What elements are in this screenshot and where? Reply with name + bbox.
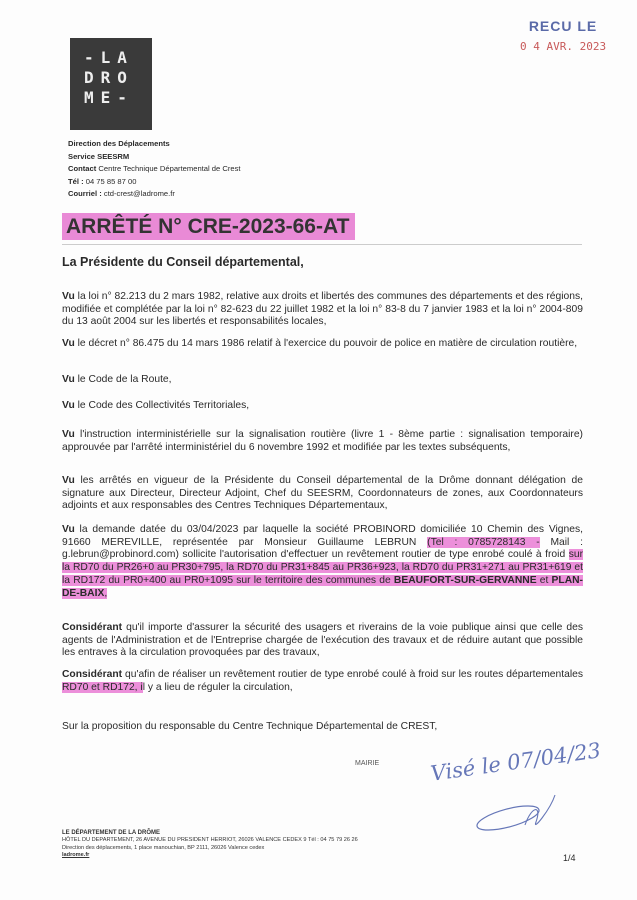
highlighted-text: PLAN-DE-BAIX (62, 574, 583, 599)
paragraph (62, 524, 583, 600)
direction: Direction des Déplacements (68, 139, 170, 148)
paragraph (62, 669, 583, 694)
paragraph-text: qu'afin de réaliser un revêtement routier de type enrobé coulé à froid sur les routes départementales (122, 669, 583, 680)
paragraph-text: Considérant (62, 669, 123, 680)
paragraph-text: l'instruction interministérielle sur la signalisation routière (livre 1 - 8ème partie : signalisation temporaire) approuvée par l'arrêté interministériel du 6 novembre 1992 et modifiée par les textes subséquents, (62, 429, 583, 453)
highlighted-text: (Tel : 0785728143 - (427, 536, 540, 548)
paragraph (62, 400, 583, 413)
title-divider (62, 244, 582, 245)
paragraph (62, 429, 583, 454)
logo-line: -LA (84, 48, 134, 67)
signature (470, 790, 560, 840)
footer-address: HÔTEL DU DEPARTEMENT, 26 AVENUE DU PRESIDENT HERRIOT, 26026 VALENCE CEDEX 9 Tél : 04 75 79 26 26 (62, 837, 358, 844)
mail-label: Courriel : (68, 189, 102, 198)
president-heading: La Présidente du Conseil départemental, (62, 255, 304, 269)
contact-value: Centre Technique Départemental de Crest (98, 164, 241, 173)
paragraph-text: le Code des Collectivités Territoriales, (74, 400, 250, 411)
service: Service SEESRM (68, 151, 130, 161)
page-number: 1/4 (563, 853, 576, 863)
paragraph-text: Considérant (62, 622, 123, 633)
footer-org: LE DÉPARTEMENT DE LA DRÔME (62, 830, 161, 836)
paragraph-text: Vu (62, 374, 75, 385)
tel-value: 04 75 85 87 00 (85, 176, 137, 186)
paragraph-text: Vu (62, 400, 75, 411)
paragraph-text: Vu (62, 475, 75, 486)
sender-header (68, 138, 241, 201)
handwritten-visa: Visé le 07/04/23 (429, 738, 603, 786)
received-stamp (520, 18, 606, 53)
paragraph-text: Vu (62, 338, 75, 349)
highlighted-text: RD70 et RD172, i (62, 681, 143, 693)
footer (62, 830, 358, 860)
paragraph (62, 622, 583, 660)
stamp-date: 0 4 AVR. 2023 (520, 40, 607, 53)
mail-value: ctd-crest@ladrome.fr (103, 189, 175, 198)
footer-site-link[interactable]: ladrome.fr (62, 852, 90, 859)
paragraph-text: les arrêtés en vigueur de la Présidente du Conseil départemental de la Drôme donnant délégation de signature aux Directeur, Directeur Adjoint, Chef du SEESRM, Coordonnateurs de zones, aux Coordonnateurs adjoints et aux responsables des Centres Techniques Départementaux, (62, 475, 583, 512)
decree-title: ARRÊTÉ N° CRE-2023-66-AT (62, 213, 355, 240)
la-drome-logo (70, 38, 152, 130)
paragraph-text: Mail : g.lebrun@probinord.com) sollicite l'autorisation d'effectuer un revêtement routier de type enrobé coulé à froid (62, 536, 583, 561)
paragraph-text: le Code de la Route, (74, 374, 172, 385)
contact-label: Contact (68, 164, 97, 173)
paragraph-text: Vu (62, 291, 75, 302)
tel-label: Tél : (68, 176, 84, 186)
logo-line: DRO (84, 68, 134, 87)
footer-direction: Direction des déplacements, 1 place manouchian, BP 2111, 26026 Valence cedex (62, 844, 265, 851)
highlighted-text: BEAUFORT-SUR-GERVANNE (393, 574, 537, 586)
paragraph-text: qu'il importe d'assurer la sécurité des usagers et riverains de la voie publique ainsi que celle des agents de l'Administration et de l'Entreprise chargée de l'exécution des travaux et de réduire autant que possible les entraves à la circulation provoquées par des travaux, (62, 622, 583, 659)
paragraph-text: le décret n° 86.475 du 14 mars 1986 relatif à l'exercice du pouvoir de police en matière de circulation routière, (74, 338, 578, 349)
highlighted-text: sur la RD70 du PR26+0 au PR30+795, la RD70 du PR31+845 au PR36+923, la RD70 du PR31+271 au PR31+619 et la RD172 du PR0+400 au PR0+1095 sur le territoire des communes de (62, 549, 583, 586)
paragraph (62, 475, 583, 513)
paragraph (62, 338, 583, 351)
paragraph-text: l y a lieu de réguler la circulation, (142, 681, 293, 693)
highlighted-text: , (104, 587, 108, 599)
paragraph (62, 721, 583, 734)
paragraph (62, 374, 583, 387)
mairie-stamp: MAIRIE (355, 760, 380, 767)
paragraph-text: la demande datée du 03/04/2023 par laquelle la société PROBINORD domiciliée 10 Chemin des Vignes, 91660 MEREVILLE, représentée par Monsieur Guillaume LEBRUN (62, 524, 583, 548)
paragraph-text: la loi n° 82.213 du 2 mars 1982, relative aux droits et libertés des communes des départements et des régions, modifiée et complétée par la loi n° 82-623 du 22 juillet 1982 et la loi n° 83-8 du 7 janvier 1983 et la loi n° 2004-809 du 13 août 2004 sur les libertés et responsabilités locales, (62, 291, 583, 328)
paragraph (62, 291, 583, 329)
paragraph-text: Vu (62, 429, 75, 440)
stamp-label: RECU LE (528, 18, 598, 34)
paragraph-text: Vu (62, 524, 75, 535)
highlighted-text: et (536, 574, 552, 586)
paragraph-text: Sur la proposition du responsable du Centre Technique Départemental de CREST, (62, 721, 438, 732)
logo-line: ME- (84, 88, 134, 107)
